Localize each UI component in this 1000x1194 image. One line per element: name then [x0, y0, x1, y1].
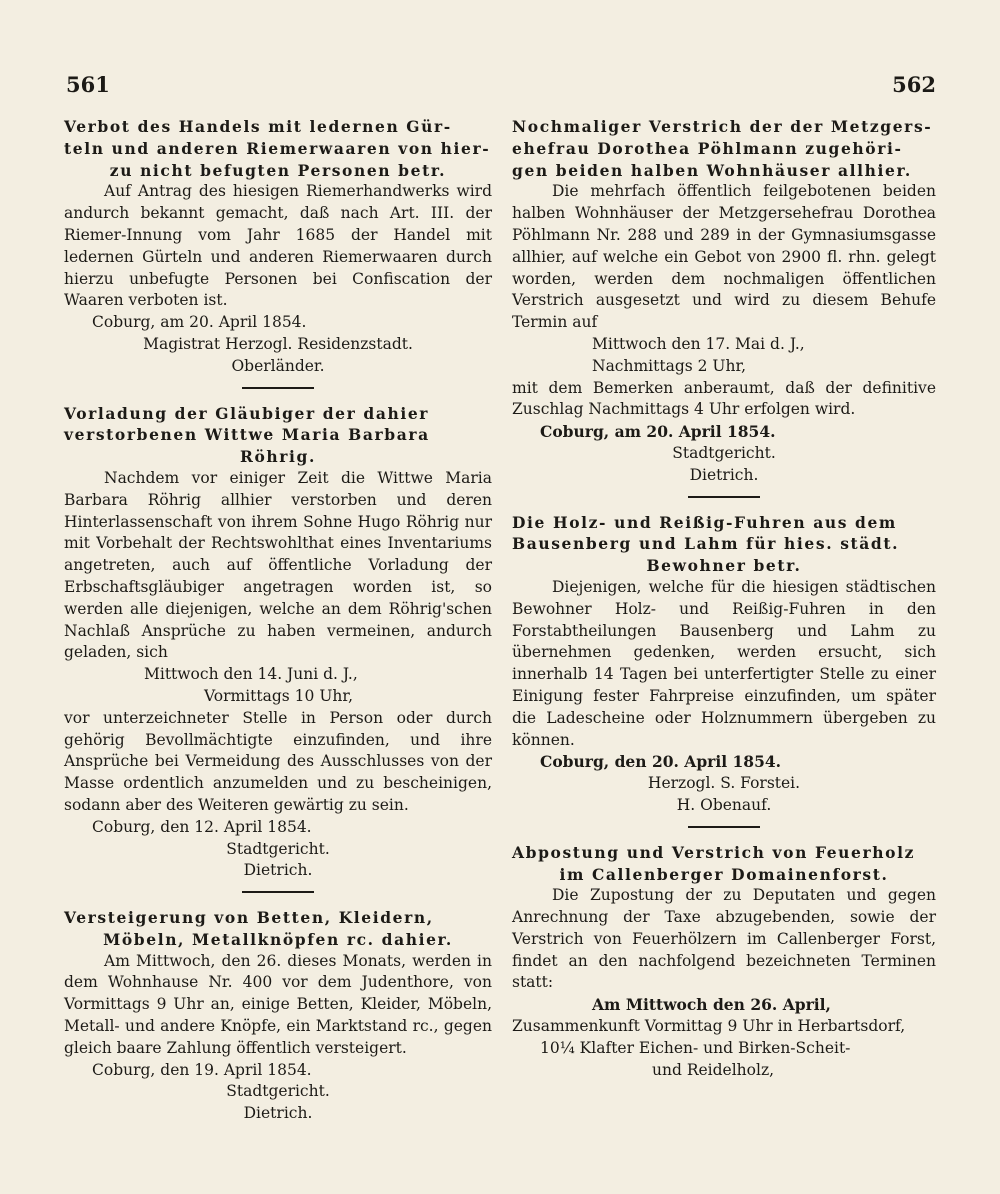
- signature-authority: Magistrat Herzogl. Residenzstadt.: [143, 334, 413, 353]
- dateline: Coburg, den 20. April 1854.: [540, 752, 782, 772]
- signature-name: Dietrich.: [243, 861, 313, 880]
- notice-auction-beds: [64, 907, 492, 1125]
- dateline: Coburg, den 12. April 1854.: [92, 817, 312, 836]
- wood-item: 10¼ Klafter Eichen- und Birken-Scheit-: [540, 1038, 851, 1057]
- notice-body: Am Mittwoch, den 26. dieses Monats, werden in dem Wohnhause Nr. 400 vor dem Judenthore, von Vormittags 9 Uhr an, einige Betten, Kleider, Möbeln, Metall- und andere Knöpfe, ein Marktstand rc., gegen gleich baare Zahlung öffentlich versteigert.: [64, 951, 492, 1057]
- notice-title-line: im Callenberger Domainenforst.: [559, 864, 889, 884]
- notice-title-line: Abpostung und Verstrich von Feuerholz: [512, 842, 915, 862]
- section-divider: [242, 891, 314, 893]
- notice-title-line: Vorladung der Gläubiger der dahier: [64, 403, 430, 423]
- right-column: [512, 116, 936, 1081]
- page-number-left: 561: [66, 72, 110, 97]
- notice-title-line: Versteigerung von Betten, Kleidern,: [64, 908, 434, 928]
- page-number-right: 562: [892, 72, 936, 97]
- notice-body: Diejenigen, welche für die hiesigen städtischen Bewohner Holz- und Reißig-Fuhren in den Forstabtheilungen Bausenberg und Lahm zu übernehmen gedenken, werden ersucht, sich innerhalb 14 Tagen bei unterfertigter Stelle zu einer Einigung fester Fahrpreise einzufinden, um später die Ladescheine oder Holznummern übergeben zu können.: [512, 577, 936, 749]
- notice-creditors-summons: [64, 403, 492, 883]
- notice-title-line: Möbeln, Metallknöpfen rc. dahier.: [103, 929, 453, 949]
- notice-body: Auf Antrag des hiesigen Riemerhandwerks wird andurch bekannt gemacht, daß nach Art. III. der Riemer-Innung vom Jahr 1685 der Handel mit ledernen Gürteln und anderen Riemerwaaren durch hierzu unbefugte Personen bei Confiscation der Waaren verboten ist.: [64, 182, 492, 310]
- appointment-time: Vormittags 10 Uhr,: [204, 686, 353, 705]
- signature-authority: Stadtgericht.: [226, 1082, 330, 1101]
- signature-name: Dietrich.: [243, 1104, 313, 1123]
- appointment-date: Mittwoch den 17. Mai d. J.,: [592, 334, 805, 353]
- notice-body: Nachdem vor einiger Zeit die Wittwe Maria Barbara Röhrig allhier verstorben und deren Hinterlassenschaft von ihrem Sohne Hugo Röhrig nur mit Vorbehalt der Rechtswohlthat eines Inventariums angetreten, auch auf öffentliche Vorladung der Erbschaftsgläubiger angetragen worden ist, so werden alle diejenigen, welche an dem Röhrig'schen Nachlaß Ansprüche zu haben vermeinen, andurch geladen, sich: [64, 468, 492, 662]
- appointment-date: Am Mittwoch den 26. April,: [592, 995, 831, 1015]
- notice-title-line: Röhrig.: [240, 447, 316, 467]
- notice-title-line: verstorbenen Wittwe Maria Barbara: [64, 425, 430, 445]
- notice-body: Die mehrfach öffentlich feilgebotenen beiden halben Wohnhäuser der Metzgersehefrau Dorothea Pöhlmann Nr. 288 und 289 in der Gymnasiumsgasse allhier, auf welche ein Gebot von 2900 fl. rhn. gelegt worden, werden dem nochmaligen öffentlichen Verstrich ausgesetzt und wird zu diesem Behufe Termin auf: [512, 182, 936, 332]
- notice-house-sale: [512, 116, 936, 487]
- left-column: [64, 116, 492, 1125]
- dateline: Coburg, am 20. April 1854.: [540, 422, 776, 442]
- notice-body-continued: vor unterzeichneter Stelle in Person oder durch gehörig Bevollmächtigte einzufinden, und ihre Ansprüche bei Vermeidung des Ausschlusses von der Masse ordentlich anzumelden und zu bescheinigen, sodann aber des Weiteren gewärtig zu sein.: [64, 708, 492, 814]
- section-divider: [242, 387, 314, 389]
- section-divider: [688, 496, 760, 498]
- notice-title-line: zu nicht befugten Personen betr.: [109, 160, 447, 180]
- signature-name: Oberländer.: [231, 356, 325, 375]
- notice-title-line: Bewohner betr.: [646, 556, 802, 576]
- notice-title-line: Verbot des Handels mit ledernen Gür-: [64, 117, 452, 136]
- signature-authority: Stadtgericht.: [226, 839, 330, 858]
- notice-body-continued: mit dem Bemerken anberaumt, daß der definitive Zuschlag Nachmittags 4 Uhr erfolgen wird.: [512, 378, 936, 419]
- signature-name: Dietrich.: [689, 465, 759, 484]
- dateline: Coburg, am 20. April 1854.: [92, 313, 307, 332]
- notice-title-line: Bausenberg und Lahm für hies. städt.: [512, 534, 900, 554]
- notice-title-line: Nochmaliger Verstrich der der Metzgers-: [512, 117, 933, 136]
- notice-title-line: gen beiden halben Wohnhäuser allhier.: [512, 160, 912, 180]
- appointment-date: Mittwoch den 14. Juni d. J.,: [144, 665, 358, 684]
- signature-authority: Herzogl. S. Forstei.: [647, 774, 801, 793]
- meeting-point: Zusammenkunft Vormittag 9 Uhr in Herbartsdorf,: [512, 1017, 906, 1036]
- notice-title-line: ehefrau Dorothea Pöhlmann zugehöri-: [512, 138, 903, 158]
- signature-name: H. Obenauf.: [676, 795, 772, 814]
- notice-wood-transport: [512, 512, 936, 817]
- dateline: Coburg, den 19. April 1854.: [92, 1060, 312, 1079]
- notice-title-line: teln und anderen Riemerwaaren von hier-: [64, 138, 491, 158]
- section-divider: [688, 826, 760, 828]
- signature-authority: Stadtgericht.: [672, 443, 776, 462]
- notice-title-line: Die Holz- und Reißig-Fuhren aus dem: [512, 512, 897, 532]
- notice-firewood-auction: [512, 842, 936, 1082]
- notice-leather-belt-ban: [64, 116, 492, 378]
- appointment-time: Nachmittags 2 Uhr,: [592, 356, 747, 375]
- wood-item-continued: und Reidelholz,: [652, 1060, 775, 1079]
- notice-body: Die Zupostung der zu Deputaten und gegen Anrechnung der Taxe abzugebenden, sowie der Verstrich von Feuerhölzern im Callenberger Forst, findet an den nachfolgend bezeichneten Terminen statt:: [512, 886, 936, 992]
